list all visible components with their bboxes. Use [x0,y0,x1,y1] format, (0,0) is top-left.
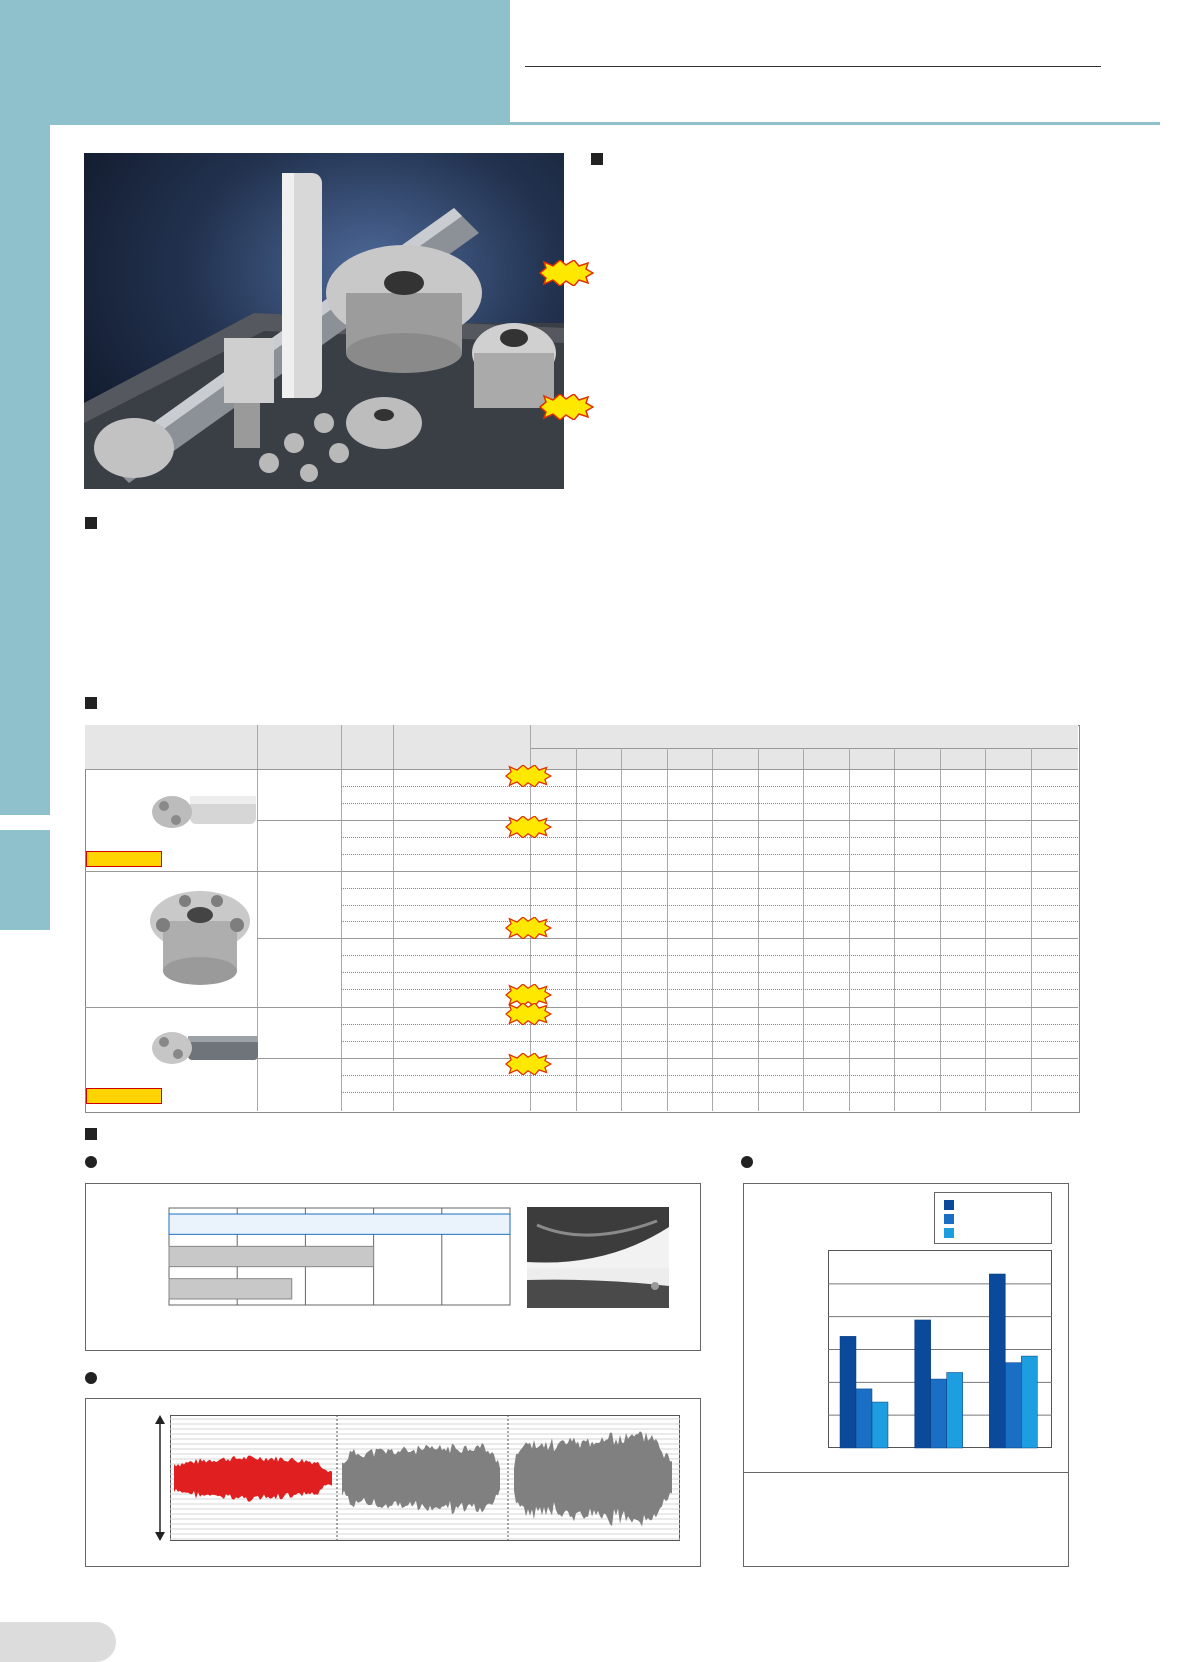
chart-legend [934,1192,1052,1244]
badge-new [86,851,162,867]
page-number-tab [0,1622,116,1662]
new-burst-icon [538,394,594,420]
bar-1 [169,1246,374,1266]
legend-swatch [944,1200,954,1210]
wear-photo-top [527,1207,669,1269]
wear-photo-bottom [527,1268,669,1308]
badge-new [86,1088,162,1104]
section-square-icon [85,697,97,709]
section-square-icon [85,1128,97,1140]
bar-g2-s1 [1005,1363,1021,1448]
bar-g0-s2 [872,1402,888,1448]
face-mill-thumbnail [145,885,255,989]
bar-2 [169,1279,292,1299]
bar-g1-s1 [931,1379,947,1448]
header-band [0,0,510,125]
new-burst-icon [538,260,594,286]
header-rule [525,66,1101,67]
cutting-force-chart [828,1250,1053,1450]
bar-0 [169,1214,510,1234]
bar-g1-s2 [947,1372,963,1448]
legend-swatch [944,1228,954,1238]
new-burst-icon [503,816,553,838]
tool-life-chart [168,1207,512,1307]
bullet-dot-icon [85,1372,97,1384]
bar-g0-s1 [856,1389,872,1448]
new-burst-icon [503,1003,553,1025]
bar-g2-s0 [989,1274,1005,1448]
side-index-tab[interactable] [0,830,50,930]
shank-mill-thumbnail [150,1026,258,1072]
new-burst-icon [503,765,553,787]
product-photo [84,153,564,489]
legend-swatch [944,1214,954,1224]
new-burst-icon [503,917,553,939]
tools-illustration [84,153,564,489]
bar-g2-s2 [1021,1356,1037,1448]
new-burst-icon [503,1053,553,1075]
bullet-dot-icon [85,1156,97,1168]
double-arrow-icon [150,1415,170,1541]
table-header [85,725,1078,769]
bar-g0-s0 [840,1336,856,1448]
bar-g1-s0 [915,1320,931,1448]
bullet-dot-icon [741,1156,753,1168]
section-square-icon [591,153,603,165]
vibration-waveform-chart [170,1415,680,1541]
section-square-icon [85,517,97,529]
endmill-thumbnail [150,790,258,836]
